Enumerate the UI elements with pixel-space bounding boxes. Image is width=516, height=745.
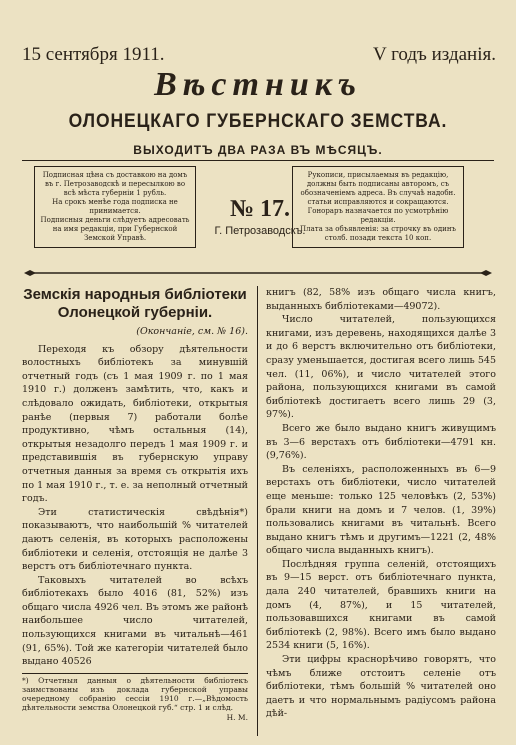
paragraph: Послѣдняя группа селеній, отстоящихъ въ 9—15 верст. отъ библіотечнаго пункта, дала 240 читателей, бравшихъ книги на домъ (4, 87%), и 15 читателей, пользовавшихся книгами въ самой библіотекѣ (2, 98%). Всего имъ было выдано 2534 книги (5, 16%). bbox=[266, 558, 496, 652]
masthead-line bbox=[22, 44, 496, 66]
newspaper-subtitle: ОЛОНЕЦКАГО ГУБЕРНСКАГО ЗЕМСТВА. bbox=[68, 111, 448, 132]
footnote-text: *) Отчетныя данныя о дѣятельности библіотекъ заимствованы изъ доклада губернской управы очередному собранію сессіи 1910 г.—„Вѣдомость дѣятельности земства Олонецкой губ.“ стр. 1 и слѣд. bbox=[22, 675, 248, 713]
left-column bbox=[22, 286, 248, 722]
column-separator bbox=[257, 286, 258, 736]
paragraph: Эти статистическія свѣдѣнія*) показываютъ, что наибольшій % читателей даютъ селенія, въ которыхъ расположены библіотеки и селенія, отстоящія не далѣе 3 верстъ отъ библіотечнаго пункта. bbox=[22, 506, 248, 573]
publication-year: V годъ изданія. bbox=[372, 44, 496, 65]
article-continuation: (Окончаніе, см. № 16). bbox=[136, 326, 248, 337]
article-title: Земскія народныя библіотеки Олонецкой губерніи. bbox=[23, 286, 247, 321]
subscription-payment: Подписныя деньги слѣдуетъ адресовать на имя редакціи, при Губернской Земской Управѣ. bbox=[40, 216, 190, 242]
right-column bbox=[266, 286, 496, 721]
paragraph: Число читателей, пользующихся книгами, изъ деревень, находящихся далѣе 3 и до 6 верстъ включительно отъ библіотеки, сразу уменьшается, достигая всего лишь 545 чел. (11, 06%), и число читателей этого района, пользующихся книгами въ самой библіотекѣ достигаетъ всего лишь 29 (3, 97%). bbox=[266, 314, 496, 421]
paragraph: книгъ (82, 58% изъ общаго числа книгъ, выданныхъ библіотеками—49072). bbox=[266, 287, 496, 312]
paragraph: Таковыхъ читателей во всѣхъ библіотекахъ было 4016 (81, 52%) изъ общаго числа 4926 чел. Въ этомъ же районѣ наибольшее число читателей, пользующихся книгами въ читальнѣ—461 (91, 65%). Той же категоріи читателей было выдано 40526 bbox=[22, 574, 248, 668]
paragraph: Всего же было выдано книгъ живущимъ въ 3—6 верстахъ отъ библіотеки—4791 кн. (9,76%). bbox=[266, 422, 496, 462]
ornamental-divider bbox=[24, 270, 492, 276]
masthead-rule bbox=[22, 160, 494, 161]
issue-number: № 17. bbox=[229, 196, 291, 222]
subscription-price: Подписная цѣна съ доставкою на домъ въ г. Петрозаводскѣ и пересылкою во всѣ мѣста губерніи 1 рубль. bbox=[42, 171, 188, 197]
footnote-signature: Н. М. bbox=[226, 712, 248, 722]
manuscripts-note: Рукописи, присылаемыя въ редакцію, должны быть подписаны авторомъ, съ обозначеніемъ адреса. Въ случаѣ надобн. статьи исправляются и сокращаются. Гонораръ назначается по усмотрѣнію редакціи. bbox=[300, 171, 456, 224]
manuscripts-box bbox=[292, 166, 464, 248]
subscription-box bbox=[34, 166, 196, 248]
publication-frequency: ВЫХОДИТЪ ДВА РАЗА ВЪ МѢСЯЦЪ. bbox=[133, 143, 383, 157]
subscription-terms: На срокъ менѣе года подписка не принимается. bbox=[52, 198, 178, 215]
advert-fee: Плата за объявленія: за строчку въ одинъ столб. позади текста 10 коп. bbox=[300, 225, 456, 242]
paragraph: Въ селеніяхъ, расположенныхъ въ 6—9 верстахъ отъ библіотеки, число читателей еще меньше: только 125 человѣкъ (2, 53%) брали книги на домъ и 7 челов. (1, 39%) пользовались книгами въ читальнѣ. Всего выдано книгъ тѣмъ и другимъ—1221 (2, 48% общаго числа выданныхъ книгъ). bbox=[266, 463, 496, 557]
newspaper-title: Вѣстникъ bbox=[154, 66, 362, 103]
footnote bbox=[22, 673, 248, 722]
publication-city: Г. Петрозаводскъ. bbox=[214, 225, 306, 237]
issue-date: 15 сентября 1911. bbox=[22, 44, 165, 65]
paragraph: Переходя къ обзору дѣятельности волостныхъ библіотекъ за минувшій отчетный годъ (съ 1 мая 1909 г. по 1 мая 1910 г.) долженъ замѣтить, что, какъ и слѣдовало ожидать, библіотеки, открытыя ранѣе (первыя 7) работали болѣе продуктивно, чѣмъ остальныя (14), открытыя незадолго передъ 1 мая 1909 г. и представившія въ губернскую управу отчетныя данныя за время съ открытія ихъ по 1 мая 1910 г., т. е. за неполный отчетный годъ. bbox=[22, 343, 248, 505]
paragraph: Эти цифры краснорѣчиво говорятъ, что чѣмъ ближе отстоитъ селеніе отъ библіотеки, тѣмъ большій % читателей оно даетъ и что нормальнымъ радіусомъ района дѣй- bbox=[266, 654, 496, 720]
